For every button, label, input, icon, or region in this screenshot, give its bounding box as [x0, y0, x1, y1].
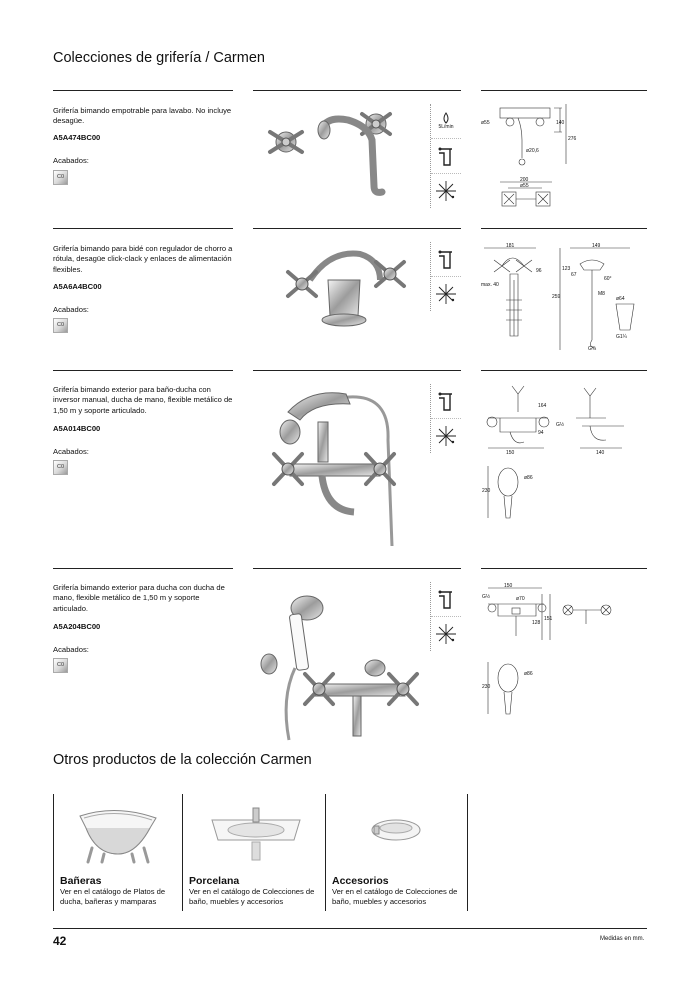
finish-swatch: C0 — [53, 318, 68, 333]
cross-handle-icon — [288, 272, 316, 296]
technical-drawing — [480, 100, 590, 218]
dim-label: 60° — [604, 276, 612, 282]
finish-swatch: C0 — [53, 658, 68, 673]
sparkle-icon — [431, 617, 461, 651]
other-product[interactable] — [332, 794, 466, 911]
separator — [53, 568, 233, 569]
technical-drawing — [480, 382, 640, 522]
dim-label: 140 — [596, 450, 605, 456]
dim-label: 164 — [538, 403, 547, 409]
body-shape — [328, 280, 360, 316]
feature-icons — [430, 582, 461, 651]
hose-shape — [286, 668, 295, 740]
dim-label: ø55 — [481, 120, 490, 126]
separator — [481, 228, 647, 229]
dim-label: 128 — [532, 620, 541, 626]
technical-drawing — [480, 240, 640, 356]
other-product-text: Ver en el catálogo de Colecciones de baño, muebles y accesorios — [189, 887, 315, 906]
product-code: A5A204BC00 — [53, 622, 101, 631]
dim-label: ø64 — [616, 296, 625, 302]
separator — [53, 370, 233, 371]
feature-icons — [430, 384, 461, 453]
finishes-label: Acabados: — [53, 447, 89, 456]
finishes-label: Acabados: — [53, 156, 89, 165]
page-number: 42 — [53, 934, 67, 948]
separator — [481, 568, 647, 569]
separator — [53, 90, 233, 91]
faucet-type-icon — [431, 582, 461, 617]
dim-label: ø70 — [516, 596, 525, 602]
feature-icons — [430, 104, 461, 208]
finish-swatch: C0 — [53, 170, 68, 185]
page-title: Colecciones de grifería / Carmen — [53, 50, 265, 66]
dim-label: 230 — [482, 488, 491, 494]
dim-label: 151 — [544, 616, 553, 622]
column-divider — [325, 794, 326, 911]
flow-rate-label: 5L/min — [438, 124, 454, 130]
separator — [253, 370, 461, 371]
product-code: A5A014BC00 — [53, 424, 101, 433]
other-product[interactable] — [60, 794, 180, 911]
column-divider — [53, 794, 54, 911]
other-product-text: Ver en el catálogo de Platos de ducha, bañeras y mamparas — [60, 887, 166, 906]
separator — [53, 228, 233, 229]
feature-icons — [430, 242, 461, 311]
product-code: A5A474BC00 — [53, 133, 101, 142]
finish-swatch: C0 — [53, 460, 68, 475]
dim-label: 150 — [506, 450, 515, 456]
sparkle-icon — [431, 277, 461, 311]
dim-label: 67 — [571, 272, 577, 278]
dim-label: ø20,6 — [526, 148, 539, 154]
faucet-type-icon — [431, 242, 461, 277]
dim-label: 150 — [504, 583, 513, 589]
other-product-title: Accesorios — [332, 875, 389, 887]
separator — [253, 568, 461, 569]
product-description: Grifería bimando empotrable para lavabo. No incluye desagüe. — [53, 106, 232, 126]
other-product-title: Porcelana — [189, 875, 240, 887]
dim-label: 200 — [520, 177, 529, 183]
flow-rate-icon — [431, 104, 461, 139]
dim-label: G½ — [482, 594, 491, 600]
faucet-image — [258, 100, 418, 210]
separator — [253, 228, 461, 229]
separator — [481, 370, 647, 371]
separator — [253, 90, 461, 91]
faucet-image — [255, 588, 425, 743]
finishes-label: Acabados: — [53, 305, 89, 314]
column-divider — [467, 794, 468, 911]
dim-label: 230 — [482, 684, 491, 690]
dim-label: ø86 — [524, 671, 533, 677]
faucet-image — [270, 380, 420, 552]
dim-label: ø55 — [520, 183, 529, 189]
section-title: Otros productos de la colección Carmen — [53, 752, 312, 768]
column-divider — [182, 794, 183, 911]
faucet-type-icon — [431, 384, 461, 419]
other-product-title: Bañeras — [60, 875, 102, 887]
other-product[interactable] — [189, 794, 323, 911]
dim-label: 96 — [536, 268, 542, 274]
footer-rule — [53, 928, 647, 929]
faucet-image — [280, 240, 410, 340]
dim-label: G½ — [556, 422, 565, 428]
separator — [481, 90, 647, 91]
dim-label: 181 — [506, 243, 515, 249]
finishes-label: Acabados: — [53, 645, 89, 654]
footnote: Medidas en mm. — [600, 936, 645, 942]
faucet-type-icon — [431, 139, 461, 174]
dim-label: G⅜ — [588, 346, 597, 352]
dim-label: G1¼ — [616, 334, 627, 340]
product-description: Grifería bimando exterior para ducha con ducha de mano, flexible metálico de 1,50 m y soporte articulado. — [53, 583, 225, 613]
dim-label: 276 — [568, 136, 577, 142]
technical-drawing — [480, 580, 640, 720]
dim-label: 259 — [552, 294, 561, 300]
dim-label: 140 — [556, 120, 565, 126]
product-description: Grifería bimando para bidé con regulador de chorro a rótula, desagüe click-clack y enlaces de alimentación flexibles. — [53, 244, 233, 274]
cross-handle-icon — [270, 132, 302, 152]
sparkle-icon — [431, 419, 461, 453]
other-product-text: Ver en el catálogo de Colecciones de baño, muebles y accesorios — [332, 887, 458, 906]
dim-label: ø86 — [524, 475, 533, 481]
product-description: Grifería bimando exterior para baño-ducha con inversor manual, ducha de mano, flexible metálico de 1,50 m y soporte articulado. — [53, 385, 233, 415]
dim-label: 149 — [592, 243, 601, 249]
dim-label: max. 40 — [481, 282, 499, 288]
dim-label: M8 — [598, 291, 605, 297]
dim-label: 94 — [538, 430, 544, 436]
dim-label: 123 — [562, 266, 571, 272]
sparkle-icon — [431, 174, 461, 208]
product-code: A5A6A4BC00 — [53, 282, 102, 291]
